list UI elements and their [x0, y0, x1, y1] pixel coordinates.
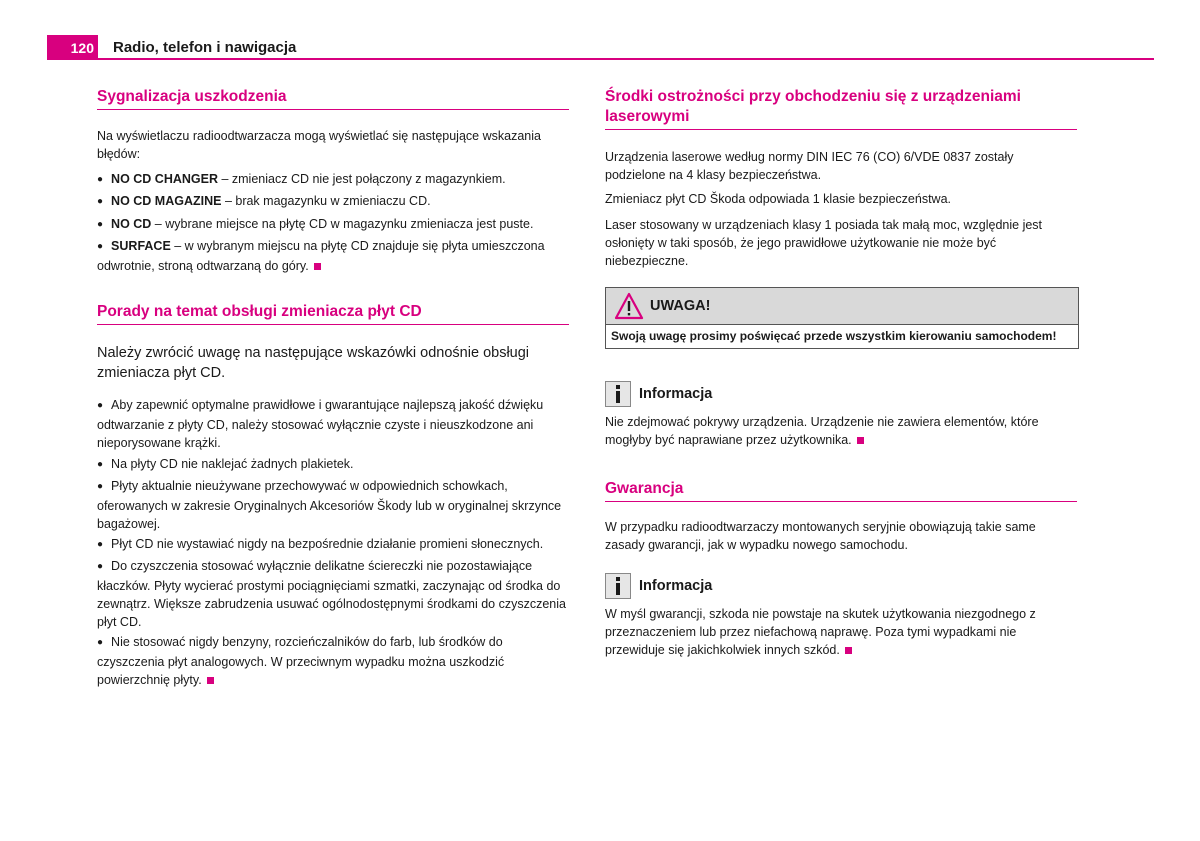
- list-item: [97, 237, 569, 275]
- end-mark: [857, 437, 864, 444]
- list-item: ● Do czyszczenia stosować wyłącznie delikatne ściereczki nie pozostawiające kłaczków. Płyty wycierać prostymi pociągnięciami szmatki, zaczynając od środka do zewnątrz. Większe zabrudzenia usuwać ogólnodostępnymi środkami do czyszczenia płyt CD.: [97, 557, 569, 631]
- info-glyph-icon: [612, 576, 624, 596]
- info-title: Informacja: [639, 578, 713, 594]
- info-glyph-icon: [612, 384, 624, 404]
- section-heading-cd-changer-tips: Porady na temat obsługi zmieniacza płyt CD: [97, 302, 569, 325]
- info-title: Informacja: [639, 386, 713, 402]
- section-heading-fault-signaling: Sygnalizacja uszkodzenia: [97, 87, 569, 110]
- info-icon: [605, 381, 631, 407]
- error-code: SURFACE: [111, 239, 171, 253]
- item-text: Nie stosować nigdy benzyny, rozcieńczalników do farb, lub środków do czyszczenia płyt analogowych. W przeciwnym wypadku można uszkodzić powierzchnię płyty.: [97, 635, 505, 687]
- section-heading-laser-safety: Środki ostrożności przy obchodzeniu się z urządzeniami laserowymi: [605, 87, 1077, 130]
- error-description: – zmieniacz CD nie jest połączony z magazynkiem.: [218, 172, 506, 186]
- list-item: ● Na płyty CD nie naklejać żadnych plakietek.: [97, 455, 569, 475]
- laser-paragraph: Urządzenia laserowe według normy DIN IEC 76 (CO) 6/VDE 0837 zostały podzielone na 4 klasy bezpieczeństwa.: [605, 150, 1014, 182]
- info-text: [605, 413, 1077, 449]
- end-mark: [207, 677, 214, 684]
- error-code: NO CD: [111, 217, 152, 231]
- chapter-title: Radio, telefon i nawigacja: [113, 39, 297, 56]
- error-code: NO CD MAGAZINE: [111, 194, 222, 208]
- laser-paragraph: Laser stosowany w urządzeniach klasy 1 posiada tak małą moc, względnie jest osłonięty w taki sposób, że jego prawidłowe użytkowanie nie może być niebezpieczne.: [605, 218, 1043, 268]
- warning-triangle-icon: [614, 292, 644, 320]
- warning-header: [606, 288, 1078, 325]
- info-body: W myśl gwarancji, szkoda nie powstaje na skutek użytkowania niezgodnego z przeznaczeniem lub przez niefachową naprawę. Poza tymi wypadkami nie przewiduje się jakichkolwiek innych szkód.: [605, 607, 1036, 657]
- info-body: Nie zdejmować pokrywy urządzenia. Urządzenie nie zawiera elementów, które mogłyby być naprawiane przez użytkownika.: [605, 415, 1039, 447]
- fault-intro: Na wyświetlaczu radioodtwarzacza mogą wyświetlać się następujące wskazania błędów:: [97, 129, 541, 161]
- info-text: [605, 605, 1077, 659]
- list-item: ● Płyt CD nie wystawiać nigdy na bezpośrednie działanie promieni słonecznych.: [97, 535, 569, 555]
- list-item: ● Aby zapewnić optymalne prawidłowe i gwarantujące najlepszą jakość dźwięku odtwarzanie z płyty CD, należy stosować wyłącznie czyste i nieuszkodzone ani nieporysowane krążki.: [97, 396, 569, 452]
- end-mark: [845, 647, 852, 654]
- cd-tips-intro: Należy zwrócić uwagę na następujące wskazówki odnośnie obsługi zmieniacza płyt CD.: [97, 345, 530, 381]
- list-item: [97, 192, 569, 212]
- section-heading-warranty: Gwarancja: [605, 479, 1077, 502]
- header-rule: [98, 58, 1154, 60]
- warning-text: Swoją uwagę prosimy poświęcać przede wszystkim kierowaniu samochodem!: [611, 329, 1057, 343]
- info-header: [605, 573, 712, 599]
- info-icon: [605, 573, 631, 599]
- warning-box: [605, 287, 1079, 349]
- info-header: [605, 381, 712, 407]
- laser-paragraph: Zmieniacz płyt CD Škoda odpowiada 1 klasie bezpieczeństwa.: [605, 192, 952, 206]
- warning-title: UWAGA!: [650, 298, 711, 314]
- list-item: ● Płyty aktualnie nieużywane przechowywać w odpowiednich schowkach, oferowanych w zakresie Oryginalnych Akcesoriów Škody lub w oryginalnej skrzynce bagażowej.: [97, 477, 569, 533]
- list-item: [97, 170, 569, 190]
- warranty-text: W przypadku radioodtwarzaczy montowanych seryjnie obowiązują takie same zasady gwarancji, jak w wypadku nowego samochodu.: [605, 520, 1036, 552]
- list-item: [97, 633, 569, 689]
- list-item: [97, 215, 569, 235]
- error-description: – brak magazynku w zmieniaczu CD.: [221, 194, 431, 208]
- page-number: 120: [47, 35, 98, 60]
- error-description: – wybrane miejsce na płytę CD w magazynku zmieniacza jest puste.: [151, 217, 534, 231]
- end-mark: [314, 263, 321, 270]
- error-code: NO CD CHANGER: [111, 172, 218, 186]
- error-description: – w wybranym miejscu na płytę CD znajduje się płyta umieszczona odwrotnie, stroną odtwarzaną do góry.: [97, 239, 545, 273]
